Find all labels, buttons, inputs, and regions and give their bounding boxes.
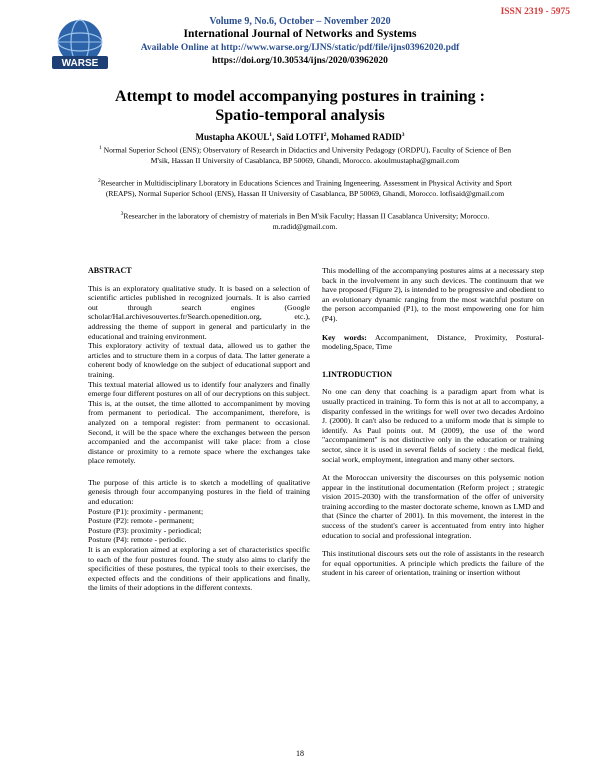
- page-number: 18: [296, 749, 304, 758]
- intro-paragraph-1: No one can deny that coaching is a paradigm apart from what is usually practiced in training. To form this is not at all to accompany, a disparity confessed in the writings for well over two decades Ardoino J. (2000). It can't also be reduced to a uniform mode that is simple to identify. As Paul points out. M (2009), the use of the word "accompaniment" is not distinctive only in the education or training sector, since it is used in several fields of society : the medical field, social work, employment, integration and many other sectors.: [322, 387, 544, 464]
- affiliation-3: [95, 209, 515, 233]
- logo-text: WARSE: [61, 58, 99, 69]
- affiliation-2: [95, 176, 515, 200]
- author-2: , Saïd LOTFI: [272, 132, 324, 142]
- right-column: [322, 266, 544, 578]
- affiliation-2-text: Researcher in Multidisciplinary Lboratory in Educations Sciences and Training Ingeneering. Assessment in Physical Activity and Sport (REAPS), Normal Superior School (ENS), Hassan II University of Casablanca, BP 50069, Ghandi, Morocco. lotfisaid@gmail.com: [100, 178, 512, 199]
- availability-link[interactable]: Available Online at http://www.warse.org/IJNS/static/pdf/file/ijns03962020.pdf: [140, 43, 460, 53]
- author-1-sup: 1: [269, 132, 272, 138]
- journal-name: International Journal of Networks and Systems: [183, 28, 417, 40]
- affiliation-2-sup: 2: [97, 178, 101, 184]
- posture-item-4: Posture (P4): remote - periodic.: [88, 535, 187, 545]
- affiliation-1: [95, 143, 515, 167]
- affiliation-1-sup: 1: [98, 145, 102, 151]
- abstract-paragraph-6: This modelling of the accompanying postures aims at a necessary step back in the involvement in any such devices. The continuum that we have proposed (Figure 2), is intended to be progressive and obedient to an evolutionary dynamic ranging from the most watchful posture on the person accompanied (P1), to the most empowering one for him (P4).: [322, 266, 544, 323]
- abstract-paragraph-2: This exploratory activity of textual data, allowed us to gather the articles and to structure them in a corpus of data. The latter generate a coherent body of knowledge on the subject of educational support and training.: [88, 341, 310, 379]
- left-column: [88, 266, 310, 593]
- paper-title: [0, 87, 600, 125]
- affiliation-1-text: Normal Superior School (ENS); Observatory of Research in Didactics and University Pedagogy (ORDPU), Faculty of Science of Ben M'sik, Hassan II University of Casablanca, BP 50069, Ghandi, Morocco. akoulmustapha@gmail.com: [101, 145, 512, 166]
- affiliation-3-text: Researcher in the laboratory of chemistry of materials in Ben M'sik Faculty; Hassan II Casablanca University; Morocco. m.radid@gmail.com.: [123, 211, 490, 232]
- author-1: Mustapha AKOUL: [195, 132, 270, 142]
- introduction-heading: 1.INTRODUCTION: [322, 369, 393, 379]
- keywords: [322, 333, 544, 352]
- author-list: [0, 132, 600, 142]
- abstract-paragraph-5: It is an exploration aimed at exploring a set of characteristics specific to each of the four postures found. The study also aims to clarify the specificities of these postures, the typical tools to their exercises, the expected effects and the conditions of their applications and finally, the limits of their adoptions in the different contexts.: [88, 545, 310, 593]
- posture-item-1: Posture (P1): proximity - permanent;: [88, 506, 204, 516]
- volume-line: Volume 9, No.6, October – November 2020: [209, 16, 391, 27]
- posture-item-2: Posture (P2): remote - permanent;: [88, 516, 195, 526]
- author-3: , Mohamed RADID: [326, 132, 402, 142]
- abstract-paragraph-3: This textual material allowed us to identify four analyzers and finally emerge four different postures on all of our decryptions on this subject. This is, at the outset, the time allotted to accompaniment by moving from permanent to periodical. The accompaniment, therefore, is analyzed on a temporal register: from permanent to occasional. Second, it will be the space where the exchanges between the person accompanied and the accompanist will take place: from a close distance or proximity to a remote space where the exchanges take place remotely.: [88, 379, 310, 466]
- abstract-paragraph-4: The purpose of this article is to sketch a modelling of qualitative genesis through four accompanying postures in the field of training and education:: [88, 477, 310, 507]
- title-line-1: Attempt to model accompanying postures in training :: [115, 88, 485, 105]
- intro-paragraph-3: This institutional discours sets out the role of assistants in the research for equal opportunities. A principle which predicts the failure of the student in his career of orientation, training or insertion without: [322, 549, 544, 578]
- posture-list: [88, 507, 310, 545]
- issn-label: ISSN 2319 - 5975: [500, 7, 570, 17]
- posture-item-3: Posture (P3): proximity - periodical;: [88, 525, 202, 535]
- doi-link[interactable]: https://doi.org/10.30534/ijns/2020/03962020: [212, 56, 388, 66]
- abstract-heading: ABSTRACT: [88, 266, 132, 275]
- author-2-sup: 2: [323, 132, 327, 138]
- keywords-text: Accompaniment, Distance, Proximity, Postural-modeling,Space, Time: [322, 332, 544, 352]
- title-line-2: Spatio-temporal analysis: [215, 107, 385, 124]
- abstract-paragraph-1: This is an exploratory qualitative study. It is based on a selection of scientific articles published in recognized journals. It is also carried out through search engines (Google scholar/Hal.archivesouvertes.fr/Search.openedition.org, etc.), addressing the theme of support in general and particularly in the educational and training environment.: [88, 283, 310, 341]
- intro-paragraph-2: At the Moroccan university the discourses on this polysemic notion appear in the institutional documentation (Reform project ; strategic vision 2015-2030) with the transformation of the offer of university training according to the master doctorate scheme, known as LMD and that (Since the charter of 2001). In this movement, the interest in the success of the student's career is accentuated from entry into higher education to social and professional integration.: [322, 473, 544, 540]
- author-3-sup: 3: [401, 132, 405, 138]
- keywords-label: Key words:: [322, 332, 367, 342]
- affiliation-3-sup: 3: [120, 211, 124, 217]
